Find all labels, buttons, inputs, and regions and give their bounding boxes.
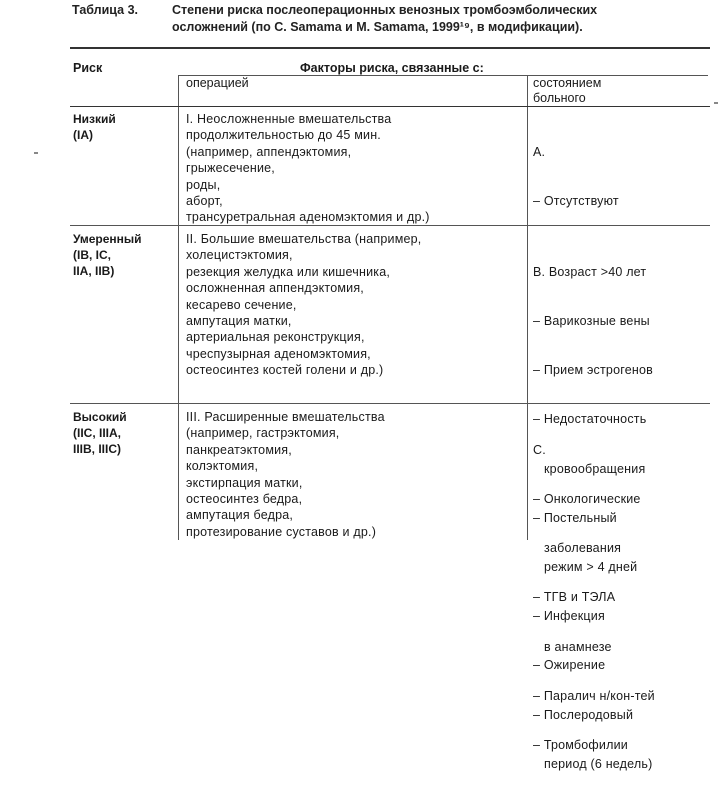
patient-moderate-line: – Инфекция bbox=[533, 609, 605, 624]
table-title-line-2: осложнений (по C. Samama и M. Samama, 1999¹⁹, в модификации). bbox=[172, 20, 583, 34]
patient-low-line: – Отсутствуют bbox=[533, 194, 619, 209]
surgery-high-line: остеосинтез бедра, bbox=[186, 491, 303, 506]
patient-high-line: заболевания bbox=[533, 541, 622, 556]
patient-moderate-line: – Послеродовый bbox=[533, 707, 634, 722]
table-number: Таблица 3. bbox=[72, 3, 138, 17]
risk-high-line-1: Высокий bbox=[73, 410, 127, 424]
risk-high bbox=[73, 409, 173, 457]
header-subrule bbox=[178, 75, 708, 76]
header-patient-condition bbox=[533, 76, 601, 106]
patient-moderate-line: – Ожирение bbox=[533, 658, 606, 673]
patient-moderate-line: кровообращения bbox=[533, 461, 646, 476]
surgery-low bbox=[186, 111, 430, 226]
risk-low bbox=[73, 111, 173, 143]
header-surgery: операцией bbox=[186, 76, 249, 90]
risk-low-line-2: (IA) bbox=[73, 128, 93, 142]
table-title-line-1: Степени риска послеоперационных венозных тромбоэмболических bbox=[172, 3, 598, 17]
surgery-high-line: колэктомия, bbox=[186, 459, 259, 474]
patient-high-line: – Тромбофилии bbox=[533, 738, 628, 753]
patient-moderate-line: период (6 недель) bbox=[533, 756, 653, 771]
patient-moderate-line: – Прием эстрогенов bbox=[533, 363, 653, 378]
risk-high-line-3: IIIB, IIIC) bbox=[73, 442, 121, 456]
scan-speck bbox=[714, 102, 718, 104]
column-divider-left bbox=[178, 107, 179, 540]
surgery-high-line: ампутация бедра, bbox=[186, 508, 294, 523]
header-patient-line-2: больного bbox=[533, 91, 586, 105]
header-divider-right bbox=[527, 75, 528, 107]
surgery-low-line: I. Неосложненные вмешательства bbox=[186, 112, 392, 126]
patient-low bbox=[533, 111, 619, 226]
patient-moderate-line: B. Возраст >40 лет bbox=[533, 264, 647, 279]
patient-low-line: A. bbox=[533, 144, 546, 159]
patient-high-line: C. bbox=[533, 442, 546, 457]
table-top-rule bbox=[70, 47, 710, 49]
surgery-moderate-line: резекция желудка или кишечника, bbox=[186, 264, 391, 279]
surgery-high-line: панкреатэктомия, bbox=[186, 442, 292, 457]
patient-moderate-line: – Постельный bbox=[533, 510, 617, 525]
surgery-moderate-line: ампутация матки, bbox=[186, 313, 292, 328]
surgery-moderate-line: кесарево сечение, bbox=[186, 297, 297, 312]
risk-high-line-2: (IIC, IIIA, bbox=[73, 426, 121, 440]
scan-speck bbox=[34, 152, 38, 154]
header-risk-factors: Факторы риска, связанные с: bbox=[300, 61, 484, 75]
surgery-low-line: аборт, bbox=[186, 193, 223, 208]
patient-moderate-line: – Недостаточность bbox=[533, 412, 647, 427]
surgery-high-line: протезирование суставов и др.) bbox=[186, 524, 377, 539]
header-risk: Риск bbox=[73, 61, 103, 75]
patient-moderate-line: – Варикозные вены bbox=[533, 314, 650, 329]
surgery-moderate-line: II. Большие вмешательства (например, bbox=[186, 232, 422, 246]
surgery-low-line: трансуретральная аденомэктомия и др.) bbox=[186, 210, 430, 225]
surgery-low-line: роды, bbox=[186, 177, 221, 192]
surgery-moderate-line: артериальная реконструкция, bbox=[186, 330, 365, 345]
surgery-high-line: (например, гастрэктомия, bbox=[186, 426, 340, 441]
table-title bbox=[172, 2, 712, 36]
patient-moderate-line: режим > 4 дней bbox=[533, 560, 638, 575]
surgery-moderate-line: чреспузырная аденомэктомия, bbox=[186, 346, 371, 361]
column-divider-right bbox=[527, 107, 528, 540]
patient-high-line: – ТГВ и ТЭЛА bbox=[533, 590, 616, 605]
header-bottom-rule bbox=[70, 106, 710, 107]
risk-low-line-1: Низкий bbox=[73, 112, 116, 126]
risk-moderate-line-2: (IB, IC, bbox=[73, 248, 111, 262]
surgery-high-line: III. Расширенные вмешательства bbox=[186, 410, 385, 424]
risk-moderate bbox=[73, 231, 173, 279]
surgery-high bbox=[186, 409, 385, 540]
patient-high-line: – Онкологические bbox=[533, 492, 641, 507]
surgery-high-line: экстирпация матки, bbox=[186, 475, 303, 490]
patient-high bbox=[533, 409, 655, 770]
header-divider-left bbox=[178, 75, 179, 107]
patient-high-line: в анамнезе bbox=[533, 639, 612, 654]
surgery-moderate-line: осложненная аппендэктомия, bbox=[186, 281, 364, 296]
header-patient-line-1: состоянием bbox=[533, 76, 602, 90]
risk-moderate-line-1: Умеренный bbox=[73, 232, 142, 246]
surgery-moderate-line: остеосинтез костей голени и др.) bbox=[186, 363, 384, 378]
surgery-moderate-line: холецистэктомия, bbox=[186, 248, 293, 263]
surgery-moderate bbox=[186, 231, 421, 379]
surgery-low-line: (например, аппендэктомия, bbox=[186, 144, 352, 159]
risk-moderate-line-3: IIA, IIB) bbox=[73, 264, 115, 278]
patient-high-line: – Паралич н/кон-тей bbox=[533, 688, 655, 703]
surgery-low-line: грыжесечение, bbox=[186, 161, 275, 176]
surgery-low-line: продолжительностью до 45 мин. bbox=[186, 128, 381, 143]
